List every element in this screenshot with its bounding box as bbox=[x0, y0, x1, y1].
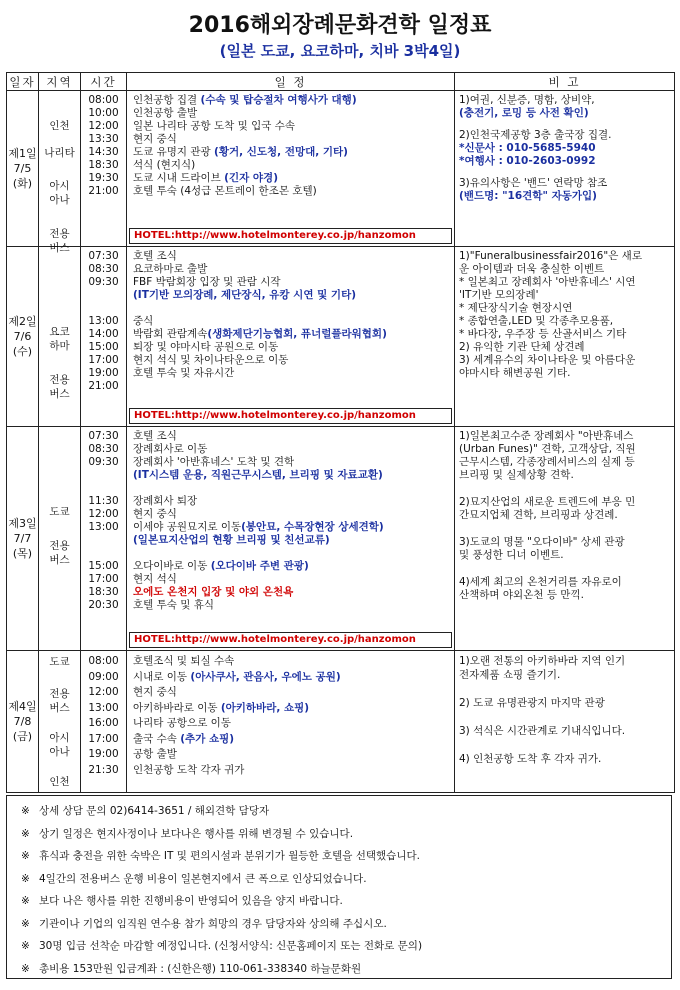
note-line: 브리핑 및 실제상황 견학. bbox=[459, 469, 574, 481]
schedule-item: 장례회사 퇴장 bbox=[133, 495, 198, 507]
note-line: 1)여권, 신분증, 명함, 상비약, bbox=[459, 94, 595, 106]
note-line: (충전기, 로밍 등 사전 확인) bbox=[459, 107, 589, 119]
day-row-3 bbox=[7, 427, 675, 651]
region-label: 하마 bbox=[49, 340, 70, 352]
region-label: 버스 bbox=[49, 702, 70, 714]
time-value: 21:30 bbox=[88, 763, 119, 776]
region-label: 아나 bbox=[49, 746, 70, 758]
times-cell bbox=[81, 651, 127, 793]
time-value: 09:30 bbox=[88, 276, 119, 288]
note-line: 및 풍성한 디너 이벤트. bbox=[459, 549, 564, 561]
schedule-item: 요코하마로 출발 bbox=[133, 263, 208, 275]
note-line: (Urban Funes)" 견학, 고객상담, 직원 bbox=[459, 443, 636, 455]
region-cell bbox=[39, 651, 81, 793]
time-value: 09:00 bbox=[88, 670, 119, 683]
time-value: 17:00 bbox=[88, 354, 119, 366]
time-value: 19:30 bbox=[88, 172, 119, 184]
schedule-item: 석식 (현지식) bbox=[133, 159, 196, 171]
schedule-table bbox=[6, 72, 675, 793]
note-line: *여행사 : 010-2603-0992 bbox=[459, 155, 596, 167]
times-cell bbox=[81, 91, 127, 247]
footer-line: ※ 휴식과 충전을 위한 숙박은 IT 및 편의시설과 분위기가 월등한 호텔을 선택했습니다. bbox=[21, 850, 420, 862]
day-date: 7/8 bbox=[13, 715, 32, 728]
schedule-item: (일본묘지산업의 현황 브리핑 및 친선교류) bbox=[133, 534, 330, 546]
time-value: 13:30 bbox=[88, 133, 119, 145]
schedule-item: 호텔 조식 bbox=[133, 430, 177, 442]
region-label: 아시 bbox=[49, 180, 70, 192]
schedule-cell bbox=[127, 427, 455, 651]
time-value: 21:00 bbox=[88, 185, 119, 197]
schedule-item: 도쿄 유명지 관광 (황거, 신도청, 전망대, 기타) bbox=[133, 146, 348, 158]
day-date: 7/7 bbox=[13, 532, 32, 545]
schedule-item: 공항 출발 bbox=[133, 748, 177, 760]
time-value: 20:30 bbox=[88, 599, 119, 611]
day-row-2 bbox=[7, 247, 675, 427]
day-row-4 bbox=[7, 651, 675, 793]
schedule-item: 호텔 투숙 및 휴식 bbox=[133, 599, 215, 611]
region-label: 전용 bbox=[49, 374, 70, 386]
day-number: 제4일 bbox=[8, 700, 37, 713]
note-line: 2) 유익한 기관 단체 상견례 bbox=[459, 341, 585, 353]
region-label: 도쿄 bbox=[49, 656, 70, 668]
region-label: 전용 bbox=[49, 228, 70, 240]
time-value: 13:00 bbox=[88, 521, 119, 533]
time-value: 16:00 bbox=[88, 717, 119, 729]
region-cell bbox=[39, 247, 81, 427]
note-line: 전자제품 쇼핑 즐기기. bbox=[459, 669, 561, 681]
schedule-item: 현지 중식 bbox=[133, 686, 177, 698]
schedule-cell bbox=[127, 247, 455, 427]
note-line: 3)유의사항은 '밴드' 연락망 참조 bbox=[459, 177, 608, 189]
footer-line: ※ 30명 입금 선착순 마감할 예정입니다. (신청서양식: 신문홈페이지 또는 전화로 문의) bbox=[21, 940, 423, 952]
note-line: 2)인천국제공항 3층 출국장 집결. bbox=[459, 129, 612, 141]
schedule-item: 현지 중식 bbox=[133, 508, 177, 520]
time-value: 07:30 bbox=[88, 250, 119, 262]
note-line: 근무시스템, 각종장례서비스의 실제 등 bbox=[459, 456, 635, 468]
footer-notes bbox=[6, 795, 672, 979]
schedule-item: 인천공항 도착 각자 귀가 bbox=[133, 763, 245, 776]
header-region: 지역 bbox=[39, 73, 81, 91]
schedule-item: 일본 나리타 공항 도착 및 입국 수속 bbox=[133, 120, 296, 132]
hotel-link[interactable]: HOTEL:http://www.hotelmonterey.co.jp/hanzomon bbox=[129, 228, 452, 244]
footer-line: ※ 4일간의 전용버스 운행 비용이 일본현지에서 큰 폭으로 인상되었습니다. bbox=[21, 872, 367, 885]
note-line: 3) 석식은 시간관계로 기내식입니다. bbox=[459, 725, 626, 737]
day-number: 제3일 bbox=[8, 517, 37, 530]
region-label: 나리타 bbox=[44, 147, 75, 159]
header-date: 일자 bbox=[7, 73, 39, 91]
schedule-item: 아키하바라로 이동 (아키하바라, 쇼핑) bbox=[133, 701, 310, 714]
note-line: 2) 도쿄 유명관광지 마지막 관광 bbox=[459, 697, 605, 709]
time-value: 13:00 bbox=[88, 701, 119, 714]
schedule-item: 현지 석식 bbox=[133, 573, 177, 585]
day-row-1 bbox=[7, 91, 675, 247]
note-line: * 제단장식기술 현장시연 bbox=[459, 302, 573, 314]
day-number: 제2일 bbox=[8, 315, 37, 328]
schedule-item: 호텔 투숙 (4성급 몬트레이 한조몬 호텔) bbox=[133, 185, 317, 197]
note-line: 1)일본최고수준 장례회사 "아반휴네스 bbox=[459, 430, 634, 442]
time-value: 12:00 bbox=[88, 508, 119, 520]
time-value: 17:00 bbox=[88, 732, 119, 745]
footer-line: ※ 기관이나 기업의 임직원 연수용 참가 희망의 경우 담당자와 상의해 주십시오. bbox=[21, 917, 387, 930]
region-label: 버스 bbox=[49, 242, 70, 254]
schedule-item: (IT기반 모의장례, 제단장식, 유캉 시연 및 기타) bbox=[133, 289, 357, 301]
note-line: *신문사 : 010-5685-5940 bbox=[459, 142, 596, 154]
schedule-item: 현지 중식 bbox=[133, 133, 177, 145]
page-title: 2016해외장례문화견학 일정표 bbox=[188, 13, 492, 38]
day-cell bbox=[7, 91, 39, 247]
schedule-item: 퇴장 및 야마시타 공원으로 이동 bbox=[133, 341, 279, 353]
time-value: 14:00 bbox=[88, 328, 119, 340]
schedule-item: FBF 박람회장 입장 및 관람 시작 bbox=[133, 276, 281, 288]
note-line: (밴드명: "16견학" 자동가입) bbox=[459, 190, 597, 202]
footer-line: ※ 총비용 153만원 입금계좌 : (신한은행) 110-061-338340 하늘문화원 bbox=[21, 962, 362, 975]
notes-cell bbox=[455, 427, 675, 651]
time-value: 15:00 bbox=[88, 560, 119, 572]
times-cell bbox=[81, 427, 127, 651]
day-weekday: (화) bbox=[12, 177, 33, 190]
footer-line: ※ 상기 일정은 현지사정이나 보다나은 행사를 위해 변경될 수 있습니다. bbox=[21, 827, 354, 840]
note-line: 'IT기반 모의장례' bbox=[459, 289, 539, 301]
region-cell bbox=[39, 91, 81, 254]
time-value: 08:30 bbox=[88, 443, 119, 455]
region-label: 아나 bbox=[49, 194, 70, 206]
times-cell bbox=[81, 247, 127, 427]
day-cell bbox=[7, 651, 39, 793]
schedule-item: 장례회사 '아반휴네스' 도착 및 견학 bbox=[133, 456, 295, 468]
header-row bbox=[7, 73, 675, 91]
schedule-item: 호텔 투숙 및 자유시간 bbox=[133, 367, 235, 379]
time-value: 13:00 bbox=[88, 315, 119, 327]
day-weekday: (금) bbox=[12, 730, 33, 743]
note-line: 4) 인천공항 도착 후 각자 귀가. bbox=[459, 753, 602, 765]
time-value: 19:00 bbox=[88, 367, 119, 379]
time-value: 17:00 bbox=[88, 573, 119, 585]
day-cell bbox=[7, 427, 39, 651]
notes-cell bbox=[455, 247, 675, 427]
day-weekday: (수) bbox=[12, 345, 33, 358]
schedule-item: 도쿄 시내 드라이브 (긴자 야경) bbox=[133, 172, 278, 184]
time-value: 11:30 bbox=[88, 495, 119, 507]
time-value: 19:00 bbox=[88, 748, 119, 760]
region-label: 버스 bbox=[49, 388, 70, 400]
note-line: 산책하며 야외온천 등 만끽. bbox=[459, 589, 584, 601]
schedule-item: 오다이바로 이동 (오다이바 주변 관광) bbox=[133, 560, 309, 572]
schedule-item: 나리타 공항으로 이동 bbox=[133, 717, 231, 729]
schedule-item: 인천공항 집결 (수속 및 탑승절차 여행사가 대행) bbox=[133, 94, 357, 106]
region-cell bbox=[39, 427, 81, 651]
note-line: * 종합연출,LED 및 각종추모용품, bbox=[459, 315, 614, 327]
schedule-item: 호텔 조식 bbox=[133, 250, 177, 262]
schedule-item: (IT시스템 운용, 직원근무시스템, 브리핑 및 자료교환) bbox=[133, 469, 383, 481]
region-label: 버스 bbox=[49, 554, 70, 566]
schedule-cell bbox=[127, 91, 455, 247]
note-line: 야마시타 해변공원 기타. bbox=[459, 367, 571, 379]
time-value: 08:00 bbox=[88, 94, 119, 106]
region-label: 아시 bbox=[49, 732, 70, 744]
schedule-item: 박람회 관람계속(생화제단기능협회, 퓨너럴플라워협회) bbox=[133, 328, 387, 340]
schedule-item: 중식 bbox=[133, 315, 154, 327]
schedule-item: 출국 수속 (추가 쇼핑) bbox=[133, 732, 235, 745]
time-value: 08:30 bbox=[88, 263, 119, 275]
region-label: 전용 bbox=[49, 540, 70, 552]
time-value: 12:00 bbox=[88, 686, 119, 698]
region-label: 인천 bbox=[49, 776, 70, 788]
day-weekday: (목) bbox=[12, 547, 33, 560]
note-line: * 바다장, 우주장 등 산골서비스 기타 bbox=[459, 328, 627, 340]
note-line: 4)세계 최고의 온천거리를 자유로이 bbox=[459, 576, 622, 588]
schedule-item: 호텔조식 및 퇴실 수속 bbox=[133, 655, 235, 667]
schedule-item: 장례회사로 이동 bbox=[133, 443, 208, 455]
schedule-item: 오에도 온천지 입장 및 야외 온천욕 bbox=[133, 586, 294, 598]
notes-cell bbox=[455, 651, 675, 793]
note-line: 간묘지업체 견학, 브리핑과 상견례. bbox=[459, 509, 618, 521]
day-date: 7/6 bbox=[13, 330, 32, 343]
schedule-item: 현지 석식 및 차이나타운으로 이동 bbox=[133, 354, 289, 366]
time-value: 18:30 bbox=[88, 586, 119, 598]
time-value: 07:30 bbox=[88, 430, 119, 442]
note-line: 1)오랜 전통의 아키하바라 지역 인기 bbox=[459, 655, 626, 667]
notes-cell bbox=[455, 91, 675, 247]
time-value: 15:00 bbox=[88, 341, 119, 353]
region-label: 도쿄 bbox=[49, 506, 70, 518]
time-value: 21:00 bbox=[88, 380, 119, 392]
region-label: 인천 bbox=[49, 120, 70, 132]
hotel-link[interactable]: HOTEL:http://www.hotelmonterey.co.jp/hanzomon bbox=[129, 632, 452, 648]
time-value: 14:30 bbox=[88, 146, 119, 158]
schedule-item: 이세야 공원묘지로 이동(봉안묘, 수목장현장 상세견학) bbox=[133, 521, 384, 533]
region-label: 요코 bbox=[49, 326, 70, 338]
time-value: 08:00 bbox=[88, 655, 119, 667]
page-subtitle: (일본 도쿄, 요코하마, 치바 3박4일) bbox=[219, 42, 461, 60]
footer-line: ※ 상세 상담 문의 02)6414-3651 / 해외견학 담당자 bbox=[21, 805, 270, 817]
note-line: * 일본최고 장례회사 '아반휴네스' 시연 bbox=[459, 276, 636, 288]
header-notes: 비 고 bbox=[455, 73, 675, 91]
region-label: 전용 bbox=[49, 688, 70, 700]
header-time: 시간 bbox=[81, 73, 127, 91]
day-cell bbox=[7, 247, 39, 427]
note-line: 운 아이템과 더욱 충실한 이벤트 bbox=[459, 263, 605, 275]
header-schedule: 일 정 bbox=[127, 73, 455, 91]
day-number: 제1일 bbox=[8, 147, 37, 160]
time-value: 18:30 bbox=[88, 159, 119, 171]
hotel-link[interactable]: HOTEL:http://www.hotelmonterey.co.jp/hanzomon bbox=[129, 408, 452, 424]
schedule-item: 인천공항 출발 bbox=[133, 107, 198, 119]
footer-line: ※ 보다 나은 행사를 위한 진행비용이 반영되어 있음을 양지 바랍니다. bbox=[21, 895, 343, 907]
time-value: 09:30 bbox=[88, 456, 119, 468]
day-date: 7/5 bbox=[13, 162, 32, 175]
schedule-cell bbox=[127, 651, 455, 793]
time-value: 10:00 bbox=[88, 107, 119, 119]
note-line: 1)"Funeralbusinessfair2016"은 새로 bbox=[459, 250, 642, 262]
time-value: 12:00 bbox=[88, 120, 119, 132]
note-line: 2)묘지산업의 새로운 트렌드에 부응 민 bbox=[459, 496, 636, 508]
schedule-item: 시내로 이동 (아사쿠사, 관음사, 우에노 공원) bbox=[133, 670, 341, 683]
note-line: 3) 세계유수의 차이나타운 및 아름다운 bbox=[459, 354, 636, 366]
note-line: 3)도쿄의 명물 "오다이바" 상세 관광 bbox=[459, 536, 625, 548]
